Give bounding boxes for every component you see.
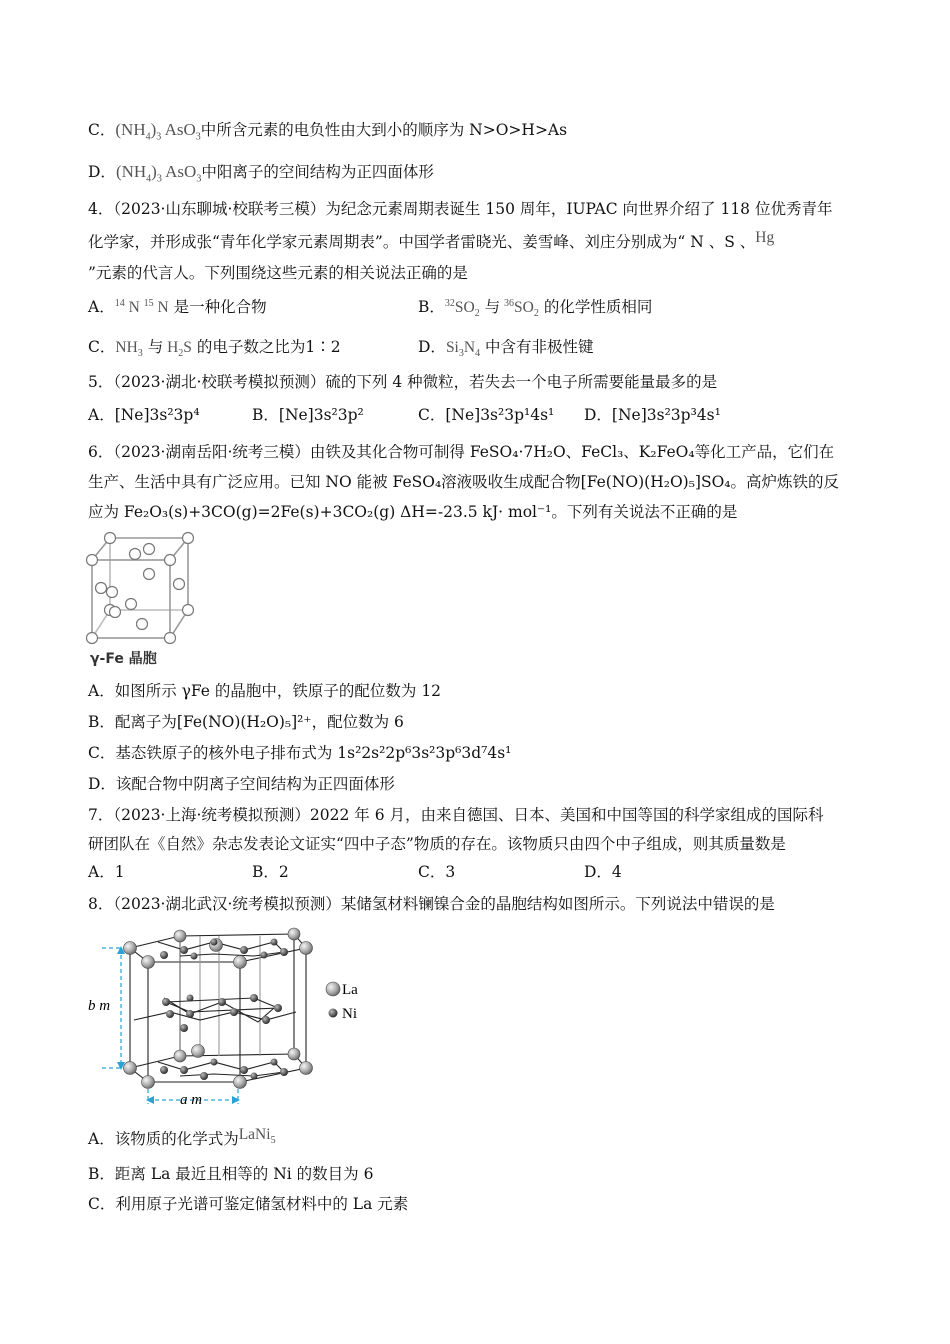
q6-stem-line1: 6．（2023·湖南岳阳·统考三模）由铁及其化合物可制得 FeSO₄·7H₂O、FeCl₃、K₂FeO₄等化工产品，它们在	[88, 443, 835, 461]
q7-option-d: D．4	[584, 863, 622, 881]
q3-option-c: C．$(NH_4)_3$ AsO$_3$中所含元素的电负性由大到小的顺序为 N>O>H>As	[88, 120, 568, 143]
q3-option-d: D．$(NH_4)_3$ AsO$_3$中阳离子的空间结构为正四面体形	[88, 162, 434, 185]
q7-option-b: B．2	[252, 863, 289, 881]
legend-la-label: La	[342, 982, 358, 998]
q5-stem: 5．（2023·湖北·校联考模拟预测）硫的下列 4 种微粒，若失去一个电子所需要能量最多的是	[88, 373, 718, 391]
q7-stem-line1: 7．（2023·上海·统考模拟预测）2022 年 6 月，由来自德国、日本、美国和中国等国的科学家组成的国际科	[88, 806, 824, 824]
legend-ni-atom	[329, 1009, 338, 1018]
legend-ni-label: Ni	[342, 1006, 357, 1022]
q8-stem: 8．（2023·湖北武汉·统考模拟预测）某储氢材料镧镍合金的晶胞结构如图所示。下列说法中错误的是	[88, 895, 775, 913]
q6-stem-line2: 生产、生活中具有广泛应用。已知 NO 能被 FeSO₄溶液吸收生成配合物[Fe(NO)(H₂O)₅]SO₄。高炉炼铁的反	[88, 473, 839, 491]
q6-option-b: B．配离子为[Fe(NO)(H₂O)₅]²⁺，配位数为 6	[88, 713, 404, 731]
q3-d-text: 中阳离子的空间结构为正四面体形	[201, 163, 434, 181]
q8-a-formula: LaNi$_5$	[238, 1126, 276, 1147]
q4-option-b: B．$^{32}SO_2$ 与 $^{36}SO_2$ 的化学性质相同	[418, 297, 653, 320]
q4-stem-line2: 化学家，并形成张“青年化学家元素周期表”。中国学者雷晓光、姜雪峰、刘庄分别成为“ N 、S 、Hg	[88, 229, 775, 251]
width-label: a m	[180, 1092, 203, 1108]
q6-stem-line3: 应为 Fe₂O₃(s)+3CO(g)=2Fe(s)+3CO₂(g) ΔH=-23.5 kJ· mol⁻¹。下列有关说法不正确的是	[88, 503, 738, 521]
q5-option-b: B．[Ne]3s²3p²	[252, 406, 364, 424]
q6-option-d: D．该配合物中阴离子空间结构为正四面体形	[88, 775, 395, 793]
q5-option-c: C．[Ne]3s²3p¹4s¹	[418, 406, 555, 424]
q7-option-a: A．1	[88, 863, 125, 881]
q5-option-d: D．[Ne]3s²3p³4s¹	[584, 406, 721, 424]
q8-option-a: A．该物质的化学式为LaNi$_5$	[88, 1126, 276, 1148]
q3-d-formula: $(NH_4)_3$ AsO$_3$	[115, 162, 202, 185]
q4-option-d: D．$Si_3N_4$ 中含有非极性键	[418, 338, 594, 360]
q8-option-c: C．利用原子光谱可鉴定储氢材料中的 La 元素	[88, 1195, 409, 1213]
q5-option-a: A．[Ne]3s²3p⁴	[88, 406, 200, 424]
q6-option-a: A．如图所示 γFe 的晶胞中，铁原子的配位数为 12	[88, 682, 442, 700]
height-label: b m	[88, 998, 111, 1014]
q3-c-formula: $(NH_4)_3$ AsO$_3$	[115, 120, 201, 143]
q4-option-a: A．$^{14}$ N $^{15}$ N 是一种化合物	[88, 297, 267, 316]
lani-unit-cell-figure	[84, 922, 374, 1112]
q8-option-b: B．距离 La 最近且相等的 Ni 的数目为 6	[88, 1165, 374, 1183]
q6-option-c: C．基态铁原子的核外电子排布式为 1s²2s²2p⁶3s²3p⁶3d⁷4s¹	[88, 744, 512, 762]
legend-la-atom	[326, 982, 340, 996]
q4-stem-line1: 4．（2023·山东聊城·校联考三模）为纪念元素周期表诞生 150 周年，IUPAC 向世界介绍了 118 位优秀青年	[88, 200, 833, 218]
q7-stem-line2: 研团队在《自然》杂志发表论文证实“四中子态”物质的存在。该物质只由四个中子组成，则其质量数是	[88, 835, 786, 853]
gamma-fe-caption: γ-Fe 晶胞	[90, 651, 157, 667]
q4-stem-line3: ”元素的代言人。下列围绕这些元素的相关说法正确的是	[88, 264, 468, 282]
q7-option-c: C．3	[418, 863, 456, 881]
q3-c-text: 中所含元素的电负性由大到小的顺序为 N>O>H>As	[200, 121, 568, 139]
q4-option-c: C．$NH_3$ 与 $H_2S$ 的电子数之比为1∶2	[88, 338, 341, 360]
